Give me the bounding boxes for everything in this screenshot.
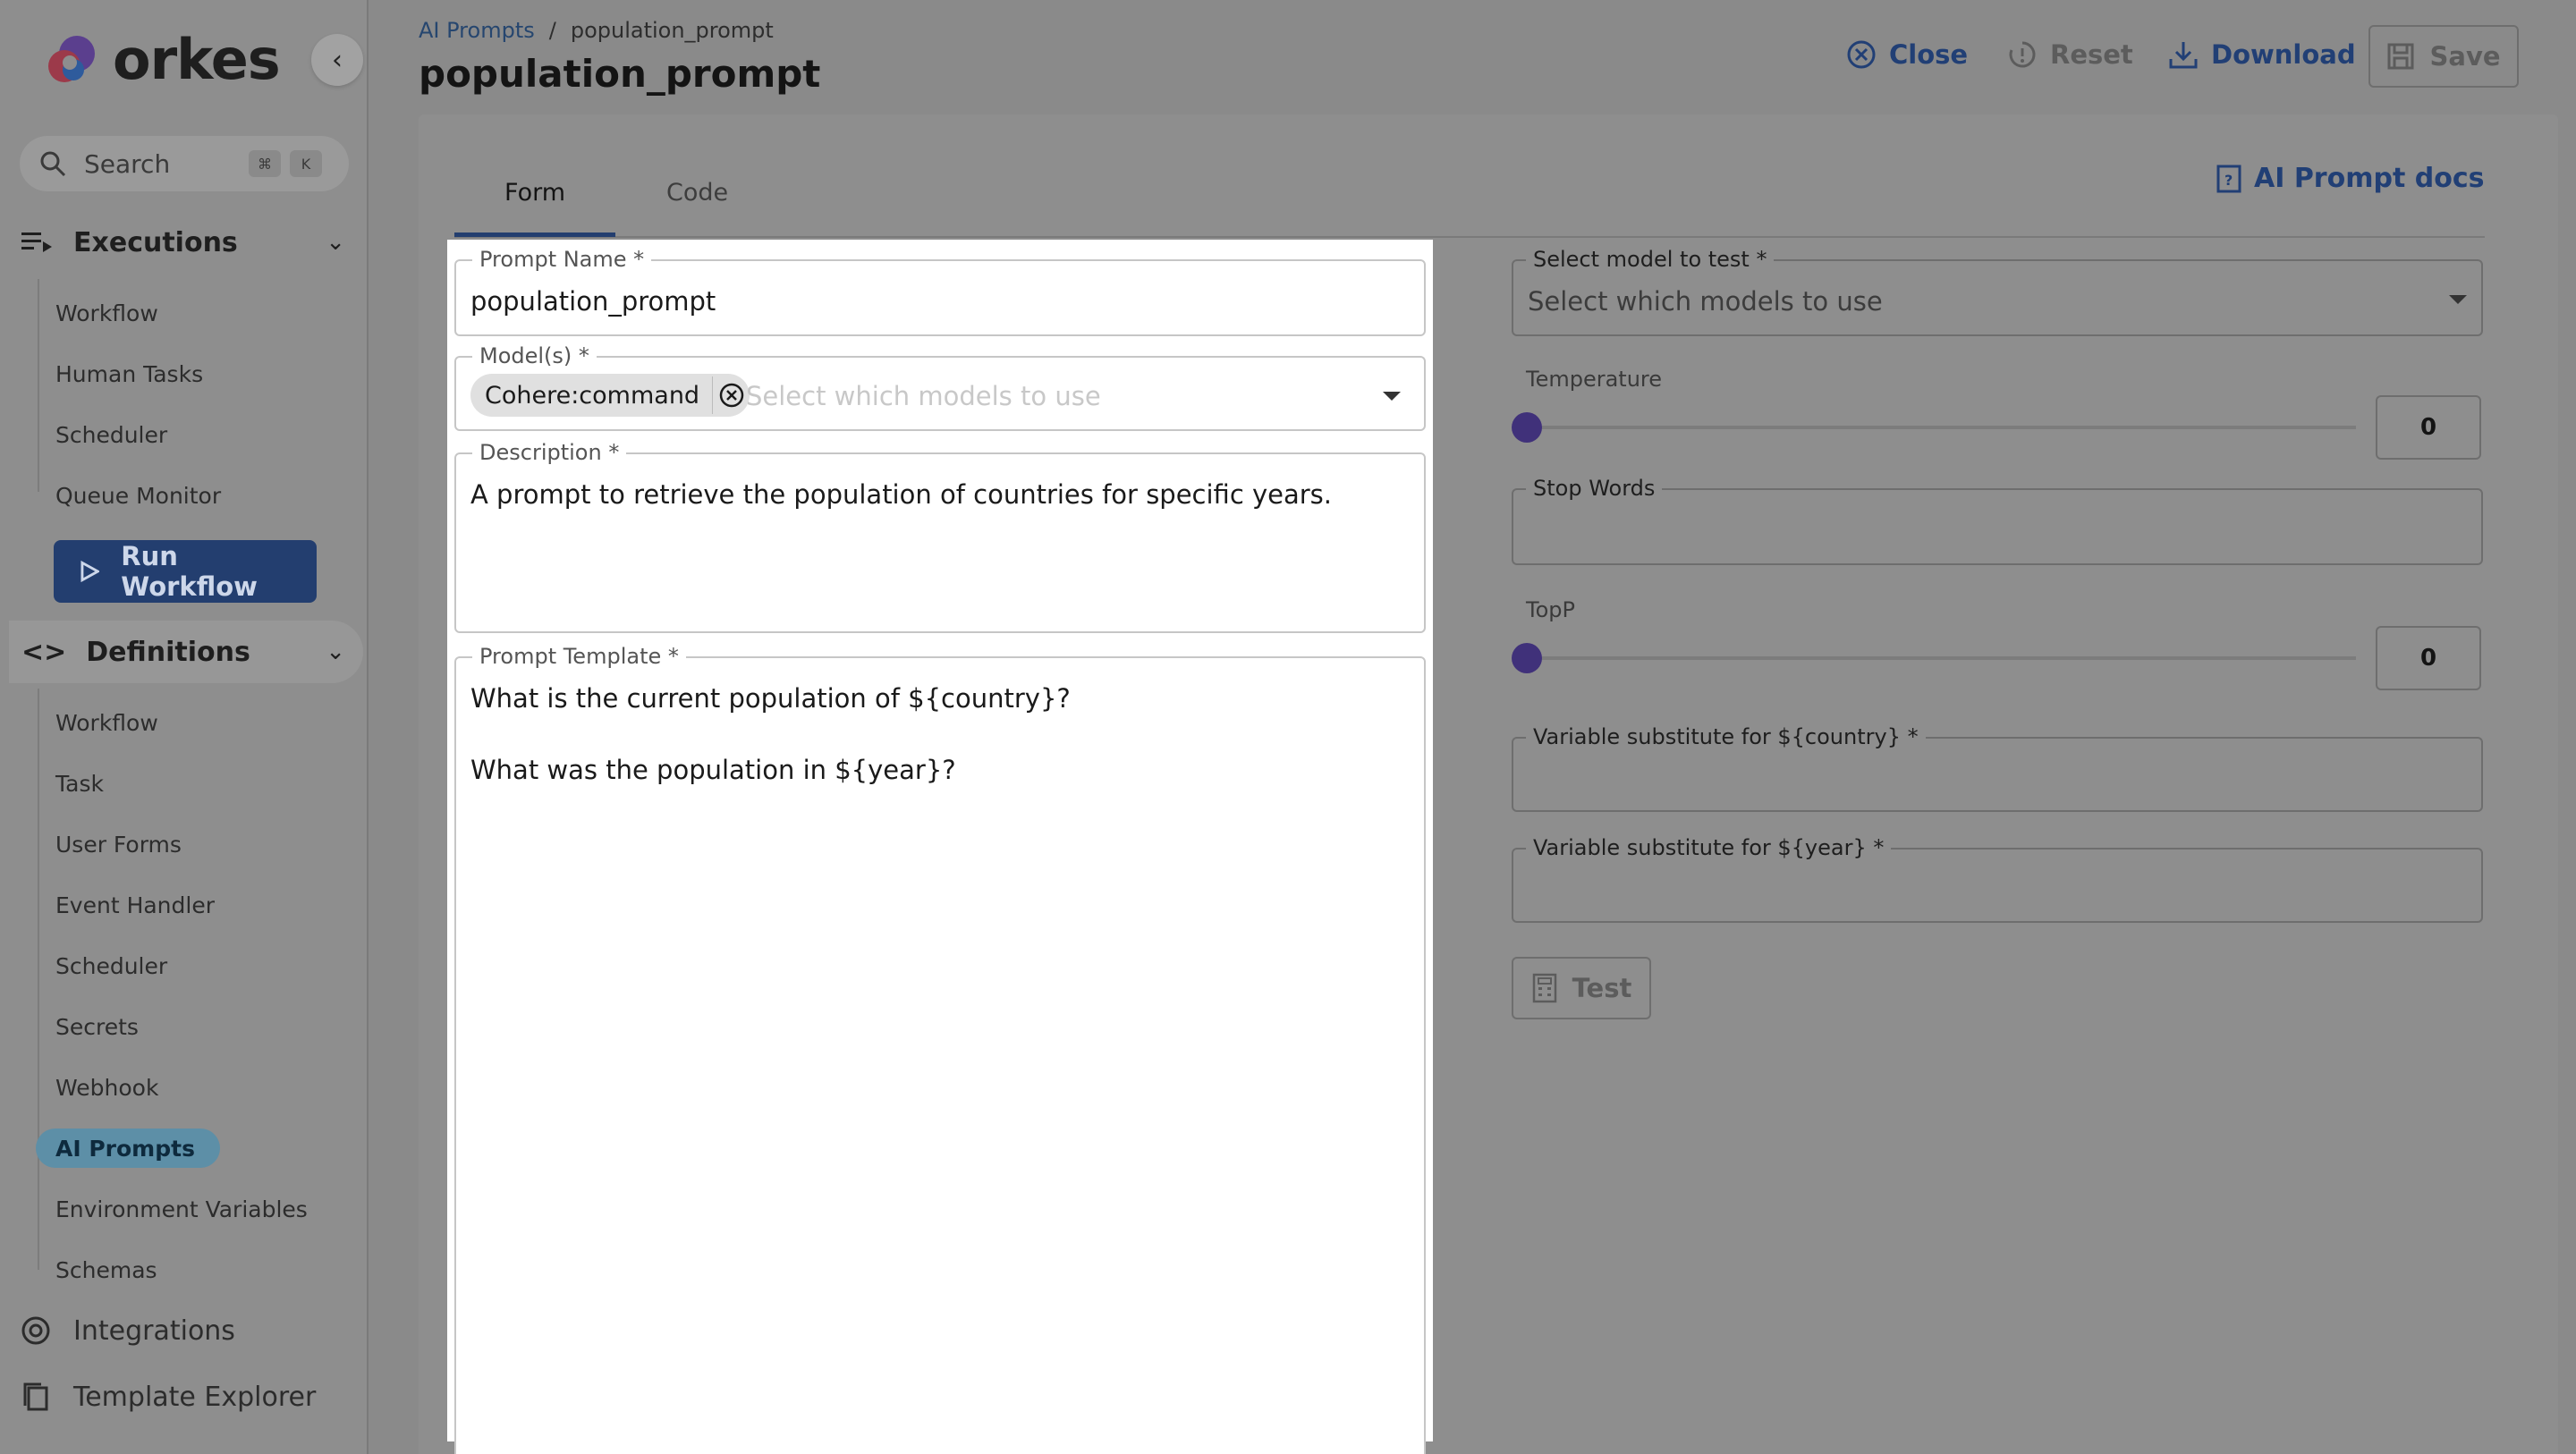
stop-words-field[interactable]: [1512, 476, 2483, 565]
sidebar-item-def-workflow[interactable]: Workflow: [55, 709, 158, 736]
prompt-form-panel: [447, 240, 1433, 1441]
prompt-name-label: Prompt Name *: [472, 247, 651, 272]
collapse-sidebar-button[interactable]: [311, 34, 363, 86]
sidebar-item-integrations[interactable]: [20, 1315, 235, 1347]
topp-input[interactable]: 0: [2376, 626, 2481, 690]
description-value: A prompt to retrieve the population of countries for specific years.: [470, 479, 1333, 510]
sidebar-item-human-tasks[interactable]: Human Tasks: [55, 360, 204, 387]
var-country-label: Variable substitute for ${country} *: [1526, 724, 1926, 749]
temperature-slider-thumb[interactable]: [1512, 412, 1542, 443]
reset-button[interactable]: [2007, 39, 2133, 70]
brand-logo[interactable]: [43, 27, 280, 92]
section-definitions[interactable]: [9, 621, 363, 683]
tree-line: [38, 689, 39, 1270]
prompt-name-value: population_prompt: [470, 286, 716, 317]
chevron-down-icon: ⌄: [326, 229, 345, 256]
sidebar-item-event-handler[interactable]: Event Handler: [55, 892, 216, 918]
var-country-field[interactable]: [1512, 724, 2483, 812]
sidebar-item-schemas[interactable]: Schemas: [55, 1256, 157, 1283]
chevron-down-icon: ⌄: [326, 638, 345, 665]
breadcrumb-separator: /: [548, 18, 556, 43]
sidebar-item-ai-prompts[interactable]: AI Prompts: [36, 1129, 220, 1168]
caret-down-icon[interactable]: [2449, 295, 2467, 304]
sidebar-item-environment-variables[interactable]: Environment Variables: [55, 1196, 308, 1222]
breadcrumb-ai-prompts[interactable]: AI Prompts: [419, 18, 535, 43]
sidebar: [0, 0, 369, 1454]
models-label: Model(s) *: [472, 343, 597, 368]
run-workflow-button[interactable]: [54, 540, 317, 603]
close-circle-icon: [1846, 39, 1877, 70]
prompt-template-line-1: What is the current population of ${country}?: [470, 683, 1071, 714]
search-icon: [39, 150, 66, 177]
search-box[interactable]: [20, 136, 349, 191]
topp-slider[interactable]: [1526, 656, 2356, 660]
sidebar-item-user-forms[interactable]: User Forms: [55, 831, 182, 858]
temperature-slider[interactable]: [1526, 426, 2356, 429]
tab-bar: [454, 161, 2485, 238]
close-button[interactable]: [1846, 39, 1968, 70]
prompt-template-line-2: What was the population in ${year}?: [470, 755, 956, 785]
sidebar-item-def-scheduler[interactable]: Scheduler: [55, 952, 168, 979]
breadcrumb-current: population_prompt: [570, 18, 774, 43]
save-button[interactable]: [2368, 25, 2519, 88]
sidebar-item-task[interactable]: Task: [55, 770, 104, 797]
temperature-input[interactable]: 0: [2376, 395, 2481, 460]
play-icon: [80, 561, 99, 582]
breadcrumb: [419, 18, 774, 43]
docs-label: AI Prompt docs: [2254, 163, 2485, 194]
integrations-icon: [20, 1315, 52, 1347]
page-title: population_prompt: [419, 52, 821, 96]
model-chip: [470, 374, 750, 417]
tab-indicator: [454, 232, 615, 237]
search-label: Search: [84, 148, 171, 179]
tab-form[interactable]: Form: [504, 179, 566, 207]
stop-words-label: Stop Words: [1526, 476, 1662, 501]
integrations-label: Integrations: [73, 1315, 235, 1347]
section-definitions-title: Definitions: [86, 636, 250, 668]
download-button[interactable]: [2168, 39, 2356, 70]
run-workflow-label: Run Workflow: [121, 541, 258, 602]
shortcut-key: K: [290, 150, 322, 177]
section-executions[interactable]: [9, 211, 363, 274]
calculator-icon: [1531, 973, 1558, 1003]
brand-name: orkes: [113, 27, 280, 92]
list-play-icon: [21, 229, 54, 256]
model-test-label: Select model to test *: [1526, 247, 1774, 272]
test-button[interactable]: [1512, 957, 1651, 1019]
ai-prompt-docs-link[interactable]: [2216, 163, 2484, 194]
topp-slider-thumb[interactable]: [1512, 643, 1542, 673]
close-label: Close: [1889, 39, 1969, 70]
code-brackets-icon: <>: [21, 636, 67, 668]
description-field[interactable]: [454, 440, 1426, 633]
topp-label: TopP: [1526, 597, 1575, 622]
models-field[interactable]: [454, 343, 1426, 431]
model-test-select[interactable]: [1512, 247, 2483, 336]
caret-down-icon[interactable]: [1383, 392, 1401, 401]
download-label: Download: [2211, 39, 2356, 70]
sidebar-item-secrets[interactable]: Secrets: [55, 1013, 139, 1040]
save-label: Save: [2429, 41, 2501, 72]
section-executions-title: Executions: [73, 226, 238, 258]
svg-text:?: ?: [2224, 171, 2233, 189]
shortcut-mod: ⌘: [249, 150, 281, 177]
var-year-field[interactable]: [1512, 835, 2483, 923]
orkes-logo-icon: [43, 30, 102, 89]
sidebar-item-template-explorer[interactable]: [20, 1381, 316, 1413]
sidebar-item-queue-monitor[interactable]: Queue Monitor: [55, 482, 222, 509]
prompt-template-field[interactable]: [454, 644, 1426, 1454]
prompt-template-label: Prompt Template *: [472, 644, 686, 669]
models-placeholder: Select which models to use: [746, 381, 1101, 411]
sidebar-item-webhook[interactable]: Webhook: [55, 1074, 159, 1101]
model-test-placeholder: Select which models to use: [1528, 286, 1883, 317]
download-icon: [2168, 39, 2199, 70]
reset-icon: [2007, 39, 2038, 70]
template-explorer-label: Template Explorer: [73, 1381, 317, 1413]
sidebar-item-exec-workflow[interactable]: Workflow: [55, 300, 158, 326]
description-label: Description *: [472, 440, 626, 465]
prompt-name-field[interactable]: [454, 247, 1426, 336]
model-chip-label: Cohere:command: [485, 381, 700, 410]
chevron-left-icon: ‹: [332, 44, 343, 76]
tab-code[interactable]: Code: [666, 179, 729, 207]
remove-chip-icon[interactable]: [712, 376, 750, 414]
temperature-label: Temperature: [1526, 367, 1663, 392]
reset-label: Reset: [2050, 39, 2133, 70]
docs-icon: [2216, 165, 2241, 193]
tree-line: [38, 279, 39, 492]
test-label: Test: [1572, 973, 1632, 1003]
sidebar-item-exec-scheduler[interactable]: Scheduler: [55, 421, 168, 448]
copy-icon: [20, 1381, 52, 1413]
var-year-label: Variable substitute for ${year} *: [1526, 835, 1891, 860]
save-icon: [2386, 42, 2415, 71]
